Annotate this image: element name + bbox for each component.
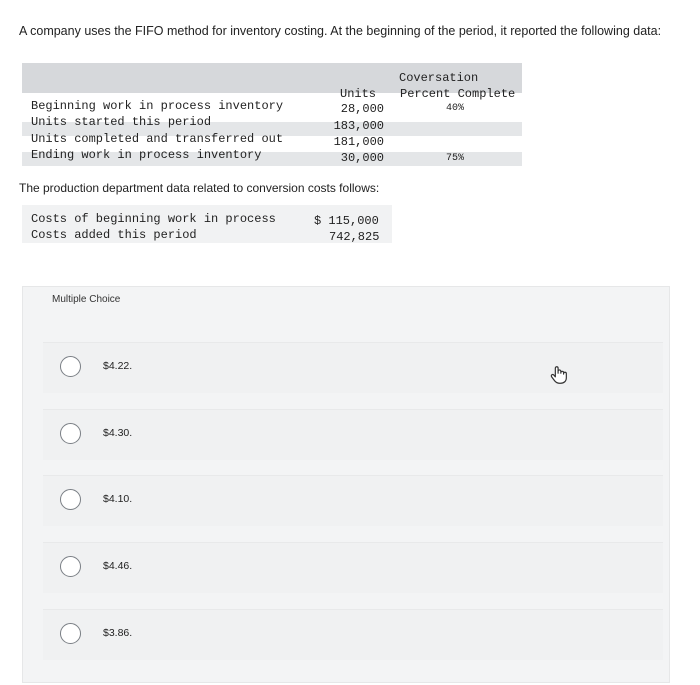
row-percent-ending-wip: 75%: [446, 153, 465, 164]
cost-value-beginning-wip: $ 115,000: [314, 214, 379, 228]
radio-button[interactable]: [60, 356, 81, 377]
answer-label: $4.22.: [103, 360, 133, 372]
row-units-beginning-wip: 28,000: [340, 102, 384, 116]
conversion-costs-intro: The production department data related to conversion costs follows:: [19, 181, 380, 195]
conversion-header-line1: Coversation: [399, 71, 479, 85]
multiple-choice-title: Multiple Choice: [52, 294, 121, 305]
answer-option-1[interactable]: [43, 342, 663, 393]
multiple-choice-panel: [22, 286, 670, 683]
question-intro: A company uses the FIFO method for inventory costing. At the beginning of the period, it reported the following data:: [19, 24, 662, 38]
radio-button[interactable]: [60, 489, 81, 510]
hand-pointer-icon: [548, 364, 570, 386]
answer-option-5[interactable]: [43, 609, 663, 660]
answer-label: $3.86.: [103, 627, 133, 639]
cost-label-added: Costs added this period: [31, 228, 197, 242]
row-units-completed: 181,000: [333, 135, 384, 149]
answer-option-3[interactable]: [43, 475, 663, 526]
radio-button[interactable]: [60, 623, 81, 644]
answer-label: $4.30.: [103, 427, 133, 439]
row-label-units-completed: Units completed and transferred out: [31, 132, 284, 146]
row-label-ending-wip: Ending work in process inventory: [31, 148, 262, 162]
row-percent-beginning-wip: 40%: [446, 103, 465, 114]
cost-value-added: 742,825: [329, 230, 380, 244]
answer-label: $4.46.: [103, 560, 133, 572]
row-label-units-started: Units started this period: [31, 115, 212, 129]
answer-option-4[interactable]: [43, 542, 663, 593]
radio-button[interactable]: [60, 556, 81, 577]
cost-label-beginning-wip: Costs of beginning work in process: [31, 212, 276, 226]
row-label-beginning-wip: Beginning work in process inventory: [31, 99, 284, 113]
answer-label: $4.10.: [103, 493, 133, 505]
conversion-header-line2: Percent Complete: [400, 87, 516, 101]
row-units-ending-wip: 30,000: [340, 151, 384, 165]
units-header: Units: [340, 87, 377, 101]
row-units-started: 183,000: [333, 119, 384, 133]
radio-button[interactable]: [60, 423, 81, 444]
answer-option-2[interactable]: [43, 409, 663, 460]
